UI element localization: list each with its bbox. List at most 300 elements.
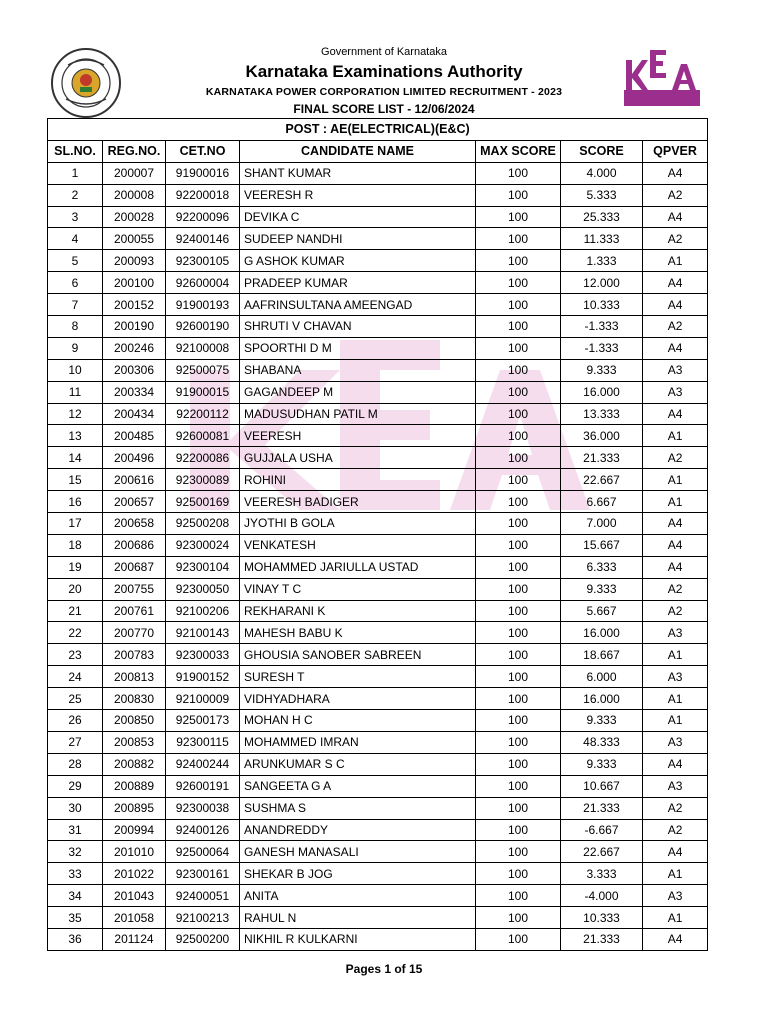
cell-candidate-name: SHRUTI V CHAVAN [240,316,476,338]
cell-cet-no: 92100008 [166,337,240,359]
cell-max-score: 100 [476,469,561,491]
cell-max-score: 100 [476,644,561,666]
cell-score: 16.000 [561,622,643,644]
table-row [48,162,708,184]
table-row [48,337,708,359]
cell-qpver: A1 [643,863,708,885]
cell-score: 21.333 [561,928,643,950]
cell-sl-no: 34 [48,885,103,907]
cell-reg-no: 200657 [103,491,166,513]
cell-score: 16.000 [561,381,643,403]
cell-candidate-name: DEVIKA C [240,206,476,228]
cell-max-score: 100 [476,578,561,600]
government-label: Government of Karnataka [321,46,447,58]
table-row [48,272,708,294]
cell-score: 18.667 [561,644,643,666]
cell-sl-no: 9 [48,337,103,359]
cell-reg-no: 200686 [103,534,166,556]
cell-candidate-name: SPOORTHI D M [240,337,476,359]
cell-reg-no: 200334 [103,381,166,403]
cell-reg-no: 200008 [103,184,166,206]
cell-sl-no: 31 [48,819,103,841]
cell-sl-no: 11 [48,381,103,403]
cell-candidate-name: GAGANDEEP M [240,381,476,403]
cell-qpver: A3 [643,731,708,753]
cell-sl-no: 8 [48,316,103,338]
table-row [48,184,708,206]
cell-reg-no: 200813 [103,666,166,688]
column-header-candidate-name: CANDIDATE NAME [240,140,476,162]
cell-max-score: 100 [476,294,561,316]
cell-candidate-name: SUSHMA S [240,797,476,819]
cell-max-score: 100 [476,425,561,447]
cell-sl-no: 10 [48,359,103,381]
cell-qpver: A4 [643,272,708,294]
cell-cet-no: 92100213 [166,907,240,929]
cell-sl-no: 13 [48,425,103,447]
cell-reg-no: 200028 [103,206,166,228]
cell-qpver: A2 [643,578,708,600]
cell-max-score: 100 [476,513,561,535]
cell-qpver: A2 [643,819,708,841]
cell-score: 10.667 [561,775,643,797]
cell-sl-no: 3 [48,206,103,228]
cell-qpver: A1 [643,688,708,710]
score-table [47,118,708,951]
table-row [48,753,708,775]
cell-score: 48.333 [561,731,643,753]
cell-reg-no: 200306 [103,359,166,381]
cell-cet-no: 92200018 [166,184,240,206]
cell-max-score: 100 [476,228,561,250]
cell-sl-no: 14 [48,447,103,469]
cell-cet-no: 92500173 [166,710,240,732]
cell-score: 1.333 [561,250,643,272]
column-header-qpver: QPVER [643,140,708,162]
cell-cet-no: 92600191 [166,775,240,797]
cell-candidate-name: SHANT KUMAR [240,162,476,184]
cell-score: 11.333 [561,228,643,250]
cell-reg-no: 200850 [103,710,166,732]
cell-qpver: A1 [643,469,708,491]
cell-candidate-name: MOHAN H C [240,710,476,732]
cell-reg-no: 200093 [103,250,166,272]
cell-max-score: 100 [476,622,561,644]
cell-score: 36.000 [561,425,643,447]
cell-reg-no: 201022 [103,863,166,885]
cell-candidate-name: GANESH MANASALI [240,841,476,863]
cell-sl-no: 21 [48,600,103,622]
cell-reg-no: 200152 [103,294,166,316]
table-row [48,622,708,644]
table-row [48,206,708,228]
table-row [48,513,708,535]
cell-cet-no: 91900193 [166,294,240,316]
cell-reg-no: 201058 [103,907,166,929]
cell-qpver: A4 [643,556,708,578]
cell-max-score: 100 [476,863,561,885]
cell-cet-no: 92300105 [166,250,240,272]
cell-reg-no: 200007 [103,162,166,184]
cell-sl-no: 23 [48,644,103,666]
cell-sl-no: 35 [48,907,103,929]
cell-cet-no: 92500200 [166,928,240,950]
cell-candidate-name: JYOTHI B GOLA [240,513,476,535]
cell-reg-no: 200755 [103,578,166,600]
cell-candidate-name: MAHESH BABU K [240,622,476,644]
cell-sl-no: 2 [48,184,103,206]
cell-max-score: 100 [476,885,561,907]
cell-candidate-name: REKHARANI K [240,600,476,622]
table-row [48,469,708,491]
cell-qpver: A4 [643,294,708,316]
cell-cet-no: 92300033 [166,644,240,666]
cell-reg-no: 200496 [103,447,166,469]
cell-reg-no: 200687 [103,556,166,578]
cell-score: -6.667 [561,819,643,841]
cell-score: 9.333 [561,578,643,600]
cell-sl-no: 15 [48,469,103,491]
cell-candidate-name: VINAY T C [240,578,476,600]
cell-sl-no: 1 [48,162,103,184]
cell-reg-no: 200994 [103,819,166,841]
cell-qpver: A3 [643,775,708,797]
cell-candidate-name: ANANDREDDY [240,819,476,841]
cell-qpver: A2 [643,797,708,819]
cell-score: 9.333 [561,359,643,381]
cell-max-score: 100 [476,797,561,819]
cell-reg-no: 200055 [103,228,166,250]
cell-qpver: A4 [643,753,708,775]
cell-score: 25.333 [561,206,643,228]
table-row [48,710,708,732]
cell-score: 6.333 [561,556,643,578]
cell-cet-no: 92200086 [166,447,240,469]
cell-max-score: 100 [476,359,561,381]
cell-candidate-name: RAHUL N [240,907,476,929]
table-row [48,556,708,578]
cell-score: 10.333 [561,907,643,929]
cell-max-score: 100 [476,250,561,272]
cell-qpver: A4 [643,206,708,228]
cell-qpver: A4 [643,928,708,950]
recruitment-title: KARNATAKA POWER CORPORATION LIMITED RECRUITMENT - 2023 [205,86,563,98]
cell-sl-no: 22 [48,622,103,644]
table-row [48,228,708,250]
table-row [48,644,708,666]
cell-reg-no: 200434 [103,403,166,425]
table-row [48,425,708,447]
cell-sl-no: 25 [48,688,103,710]
cell-max-score: 100 [476,381,561,403]
column-header-reg-no: REG.NO. [103,140,166,162]
cell-max-score: 100 [476,928,561,950]
cell-reg-no: 200830 [103,688,166,710]
cell-score: 16.000 [561,688,643,710]
cell-reg-no: 200853 [103,731,166,753]
cell-score: 4.000 [561,162,643,184]
cell-score: 21.333 [561,447,643,469]
cell-qpver: A2 [643,316,708,338]
cell-max-score: 100 [476,337,561,359]
cell-score: 3.333 [561,863,643,885]
cell-candidate-name: VEERESH BADIGER [240,491,476,513]
cell-candidate-name: SUDEEP NANDHI [240,228,476,250]
cell-candidate-name: SANGEETA G A [240,775,476,797]
cell-score: 7.000 [561,513,643,535]
cell-qpver: A3 [643,381,708,403]
cell-qpver: A4 [643,841,708,863]
cell-max-score: 100 [476,600,561,622]
cell-cet-no: 92600081 [166,425,240,447]
cell-max-score: 100 [476,775,561,797]
cell-sl-no: 12 [48,403,103,425]
cell-candidate-name: SHABANA [240,359,476,381]
cell-reg-no: 200616 [103,469,166,491]
table-row [48,600,708,622]
cell-cet-no: 92300024 [166,534,240,556]
cell-qpver: A4 [643,162,708,184]
cell-reg-no: 200895 [103,797,166,819]
cell-reg-no: 200882 [103,753,166,775]
table-row [48,928,708,950]
cell-sl-no: 5 [48,250,103,272]
cell-sl-no: 29 [48,775,103,797]
cell-max-score: 100 [476,666,561,688]
cell-reg-no: 200770 [103,622,166,644]
table-row [48,907,708,929]
cell-candidate-name: NIKHIL R KULKARNI [240,928,476,950]
cell-score: 6.000 [561,666,643,688]
table-row [48,666,708,688]
table-row [48,491,708,513]
column-header-cet-no: CET.NO [166,140,240,162]
cell-score: -1.333 [561,337,643,359]
table-row [48,841,708,863]
cell-score: -4.000 [561,885,643,907]
cell-score: 22.667 [561,841,643,863]
cell-qpver: A2 [643,228,708,250]
table-row [48,731,708,753]
cell-candidate-name: VEERESH R [240,184,476,206]
cell-candidate-name: VEERESH [240,425,476,447]
cell-reg-no: 201043 [103,885,166,907]
cell-cet-no: 92300115 [166,731,240,753]
cell-cet-no: 91900015 [166,381,240,403]
cell-cet-no: 92500169 [166,491,240,513]
cell-qpver: A1 [643,250,708,272]
cell-reg-no: 200190 [103,316,166,338]
cell-candidate-name: ARUNKUMAR S C [240,753,476,775]
cell-max-score: 100 [476,688,561,710]
cell-score: 10.333 [561,294,643,316]
cell-candidate-name: MADUSUDHAN PATIL M [240,403,476,425]
post-title: POST : AE(ELECTRICAL)(E&C) [48,119,708,141]
cell-sl-no: 20 [48,578,103,600]
cell-score: 5.333 [561,184,643,206]
cell-reg-no: 200783 [103,644,166,666]
cell-cet-no: 92300161 [166,863,240,885]
cell-candidate-name: GUJJALA USHA [240,447,476,469]
cell-max-score: 100 [476,710,561,732]
table-row [48,316,708,338]
cell-max-score: 100 [476,753,561,775]
column-header-max-score: MAX SCORE [476,140,561,162]
cell-sl-no: 26 [48,710,103,732]
table-row [48,797,708,819]
cell-cet-no: 92400051 [166,885,240,907]
cell-sl-no: 17 [48,513,103,535]
cell-cet-no: 92600190 [166,316,240,338]
cell-candidate-name: MOHAMMED JARIULLA USTAD [240,556,476,578]
cell-candidate-name: VENKATESH [240,534,476,556]
cell-candidate-name: G ASHOK KUMAR [240,250,476,272]
cell-sl-no: 19 [48,556,103,578]
table-row [48,534,708,556]
table-row [48,403,708,425]
cell-max-score: 100 [476,731,561,753]
page-indicator: Pages 1 of 15 [345,962,423,976]
authority-title: Karnataka Examinations Authority [245,62,523,81]
cell-candidate-name: SHEKAR B JOG [240,863,476,885]
cell-cet-no: 92100143 [166,622,240,644]
cell-candidate-name: AAFRINSULTANA AMEENGAD [240,294,476,316]
cell-sl-no: 30 [48,797,103,819]
cell-sl-no: 32 [48,841,103,863]
cell-qpver: A3 [643,885,708,907]
cell-cet-no: 91900016 [166,162,240,184]
cell-max-score: 100 [476,272,561,294]
cell-cet-no: 92300050 [166,578,240,600]
table-row [48,863,708,885]
cell-reg-no: 200889 [103,775,166,797]
cell-cet-no: 92300104 [166,556,240,578]
cell-reg-no: 201124 [103,928,166,950]
cell-max-score: 100 [476,403,561,425]
column-header-score: SCORE [561,140,643,162]
table-row [48,250,708,272]
cell-reg-no: 200658 [103,513,166,535]
table-row [48,381,708,403]
cell-qpver: A3 [643,622,708,644]
cell-max-score: 100 [476,184,561,206]
cell-cet-no: 92100206 [166,600,240,622]
cell-qpver: A1 [643,425,708,447]
cell-candidate-name: GHOUSIA SANOBER SABREEN [240,644,476,666]
cell-score: 22.667 [561,469,643,491]
cell-max-score: 100 [476,162,561,184]
cell-max-score: 100 [476,819,561,841]
cell-qpver: A4 [643,403,708,425]
table-header-row [48,140,708,162]
cell-candidate-name: ANITA [240,885,476,907]
cell-qpver: A1 [643,491,708,513]
cell-sl-no: 6 [48,272,103,294]
list-title: FINAL SCORE LIST - 12/06/2024 [293,102,475,116]
cell-qpver: A4 [643,337,708,359]
cell-reg-no: 201010 [103,841,166,863]
cell-cet-no: 92300089 [166,469,240,491]
cell-qpver: A2 [643,184,708,206]
cell-score: -1.333 [561,316,643,338]
cell-score: 21.333 [561,797,643,819]
table-row [48,885,708,907]
cell-sl-no: 27 [48,731,103,753]
cell-max-score: 100 [476,841,561,863]
table-row [48,294,708,316]
cell-score: 15.667 [561,534,643,556]
cell-qpver: A1 [643,644,708,666]
cell-qpver: A4 [643,534,708,556]
cell-sl-no: 24 [48,666,103,688]
cell-sl-no: 36 [48,928,103,950]
table-row [48,819,708,841]
table-row [48,447,708,469]
cell-cet-no: 92200112 [166,403,240,425]
cell-candidate-name: PRADEEP KUMAR [240,272,476,294]
cell-sl-no: 33 [48,863,103,885]
cell-sl-no: 4 [48,228,103,250]
cell-cet-no: 91900152 [166,666,240,688]
cell-cet-no: 92400126 [166,819,240,841]
cell-score: 9.333 [561,710,643,732]
cell-score: 12.000 [561,272,643,294]
cell-candidate-name: VIDHYADHARA [240,688,476,710]
cell-candidate-name: MOHAMMED IMRAN [240,731,476,753]
cell-max-score: 100 [476,534,561,556]
cell-score: 13.333 [561,403,643,425]
cell-score: 9.333 [561,753,643,775]
cell-qpver: A1 [643,907,708,929]
cell-qpver: A3 [643,666,708,688]
cell-candidate-name: ROHINI [240,469,476,491]
cell-max-score: 100 [476,907,561,929]
table-row [48,688,708,710]
cell-cet-no: 92500075 [166,359,240,381]
cell-score: 5.667 [561,600,643,622]
cell-qpver: A2 [643,447,708,469]
cell-reg-no: 200100 [103,272,166,294]
cell-score: 6.667 [561,491,643,513]
cell-sl-no: 18 [48,534,103,556]
cell-max-score: 100 [476,491,561,513]
cell-cet-no: 92300038 [166,797,240,819]
column-header-sl-no: SL.NO. [48,140,103,162]
cell-cet-no: 92500208 [166,513,240,535]
table-row [48,359,708,381]
cell-qpver: A3 [643,359,708,381]
cell-max-score: 100 [476,206,561,228]
cell-sl-no: 7 [48,294,103,316]
cell-qpver: A1 [643,710,708,732]
cell-cet-no: 92400146 [166,228,240,250]
cell-qpver: A4 [643,513,708,535]
cell-max-score: 100 [476,447,561,469]
cell-cet-no: 92200096 [166,206,240,228]
cell-max-score: 100 [476,556,561,578]
cell-candidate-name: SURESH T [240,666,476,688]
cell-reg-no: 200246 [103,337,166,359]
cell-sl-no: 28 [48,753,103,775]
cell-cet-no: 92500064 [166,841,240,863]
cell-reg-no: 200485 [103,425,166,447]
cell-sl-no: 16 [48,491,103,513]
cell-reg-no: 200761 [103,600,166,622]
cell-cet-no: 92600004 [166,272,240,294]
cell-max-score: 100 [476,316,561,338]
cell-cet-no: 92100009 [166,688,240,710]
table-row [48,775,708,797]
